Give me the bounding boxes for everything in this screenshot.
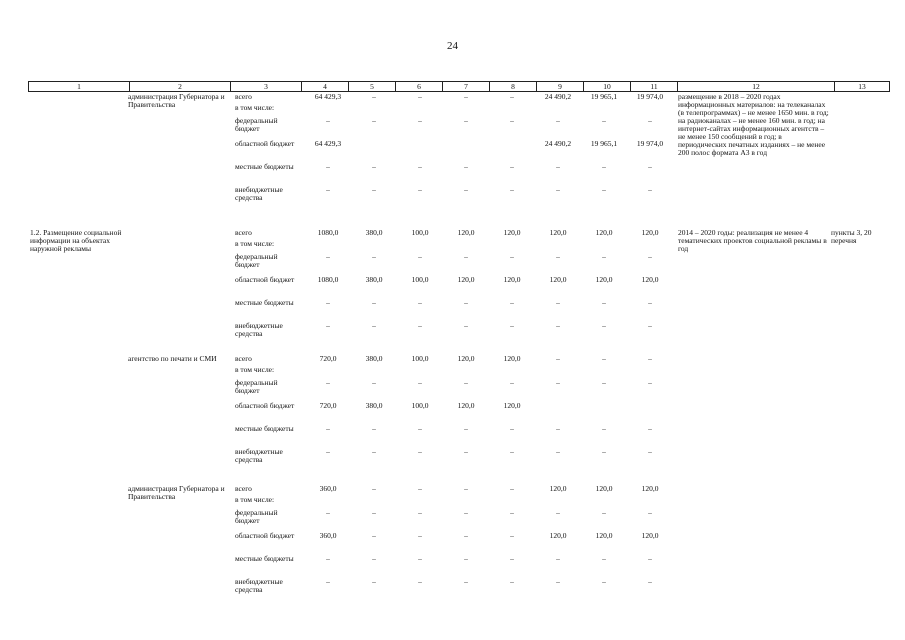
funding-value: – bbox=[326, 577, 330, 586]
funding-value: – bbox=[464, 116, 468, 125]
funding-value: – bbox=[556, 554, 560, 563]
funding-value: – bbox=[648, 185, 652, 194]
funding-value: 120,0 bbox=[595, 531, 613, 540]
funding-value: – bbox=[464, 298, 468, 307]
funding-value: – bbox=[418, 508, 422, 517]
funding-value: – bbox=[418, 116, 422, 125]
funding-value: – bbox=[602, 424, 606, 433]
funding-value: – bbox=[372, 116, 376, 125]
funding-value: – bbox=[372, 185, 376, 194]
funding-value: – bbox=[326, 252, 330, 261]
funding-value: 120,0 bbox=[595, 228, 613, 237]
funding-value: – bbox=[418, 554, 422, 563]
funding-value: 120,0 bbox=[503, 275, 521, 284]
expected-result: размещение в 2018 – 2020 годах информационных материалов: на телеканалах (в телепрограммах) – не менее 1650 мин. в год; на радиоканалах – не менее 160 мин. в год; на интернет-сайтах информационных агентств – не менее 150 сообщений в год; в периодических печатных изданиях – не менее 200 полос формата А3 в год bbox=[678, 92, 829, 157]
header-col-6: 6 bbox=[396, 82, 443, 92]
funding-value: – bbox=[510, 92, 514, 101]
funding-value: – bbox=[648, 508, 652, 517]
funding-value: – bbox=[602, 577, 606, 586]
funding-value: – bbox=[556, 508, 560, 517]
header-col-3: 3 bbox=[231, 82, 302, 92]
measure-name: 1.2. Размещение социальной информации на объектах наружной рекламы bbox=[30, 228, 122, 253]
funding-value: 360,0 bbox=[319, 531, 337, 540]
funding-value: – bbox=[326, 447, 330, 456]
header-col-1: 1 bbox=[29, 82, 130, 92]
funding-value: – bbox=[418, 577, 422, 586]
funding-value: – bbox=[418, 185, 422, 194]
funding-value: – bbox=[464, 92, 468, 101]
funding-value: – bbox=[326, 185, 330, 194]
funding-value: 19 965,1 bbox=[590, 92, 618, 101]
funding-value: 64 429,3 bbox=[314, 139, 342, 148]
funding-value: – bbox=[602, 508, 606, 517]
header-col-12: 12 bbox=[678, 82, 835, 92]
funding-source: областной бюджет bbox=[235, 275, 295, 284]
funding-value: 120,0 bbox=[595, 484, 613, 493]
page-number: 24 bbox=[447, 40, 458, 52]
funding-value: – bbox=[602, 321, 606, 330]
funding-value: 120,0 bbox=[641, 531, 659, 540]
funding-value: – bbox=[602, 554, 606, 563]
funding-value: – bbox=[326, 116, 330, 125]
funding-value: 24 490,2 bbox=[544, 92, 572, 101]
funding-value: 120,0 bbox=[641, 228, 659, 237]
funding-value: – bbox=[418, 424, 422, 433]
funding-source: областной бюджет bbox=[235, 139, 295, 148]
funding-value: 120,0 bbox=[549, 275, 567, 284]
funding-source: в том числе: bbox=[235, 495, 275, 504]
funding-source: внебюджетные средства bbox=[235, 185, 283, 202]
funding-source: всего bbox=[235, 484, 252, 493]
funding-value: – bbox=[326, 321, 330, 330]
funding-value: 120,0 bbox=[549, 484, 567, 493]
funding-value: – bbox=[326, 162, 330, 171]
funding-value: 120,0 bbox=[457, 354, 475, 363]
funding-value: – bbox=[602, 116, 606, 125]
funding-value: – bbox=[464, 162, 468, 171]
header-col-2: 2 bbox=[130, 82, 231, 92]
funding-value: – bbox=[648, 447, 652, 456]
funding-source: местные бюджеты bbox=[235, 424, 294, 433]
funding-value: – bbox=[372, 577, 376, 586]
funding-value: – bbox=[510, 378, 514, 387]
funding-value: 24 490,2 bbox=[544, 139, 572, 148]
funding-value: 100,0 bbox=[411, 275, 429, 284]
funding-source: всего bbox=[235, 92, 252, 101]
funding-value: – bbox=[464, 508, 468, 517]
header-col-4: 4 bbox=[302, 82, 349, 92]
funding-value: – bbox=[510, 577, 514, 586]
funding-value: – bbox=[372, 252, 376, 261]
executor-name: администрация Губернатора и Правительства bbox=[128, 92, 225, 109]
funding-value: – bbox=[556, 116, 560, 125]
funding-value: – bbox=[372, 531, 376, 540]
funding-value: – bbox=[326, 508, 330, 517]
funding-value: – bbox=[556, 298, 560, 307]
funding-value: – bbox=[418, 162, 422, 171]
funding-value: 120,0 bbox=[503, 228, 521, 237]
funding-value: 380,0 bbox=[365, 354, 383, 363]
header-col-7: 7 bbox=[443, 82, 490, 92]
funding-value: – bbox=[372, 321, 376, 330]
funding-value: – bbox=[510, 508, 514, 517]
header-col-11: 11 bbox=[631, 82, 678, 92]
funding-value: – bbox=[418, 252, 422, 261]
funding-value: – bbox=[556, 162, 560, 171]
funding-value: – bbox=[556, 577, 560, 586]
funding-value: 100,0 bbox=[411, 401, 429, 410]
funding-value: – bbox=[648, 354, 652, 363]
funding-value: – bbox=[602, 162, 606, 171]
funding-value: – bbox=[556, 378, 560, 387]
funding-value: 64 429,3 bbox=[314, 92, 342, 101]
funding-value: – bbox=[648, 378, 652, 387]
expected-result: 2014 – 2020 годы: реализация не менее 4 тематических проектов социальной рекламы в год bbox=[678, 228, 827, 253]
funding-value: 100,0 bbox=[411, 354, 429, 363]
funding-value: – bbox=[602, 447, 606, 456]
funding-value: – bbox=[602, 354, 606, 363]
funding-value: – bbox=[418, 378, 422, 387]
funding-value: 1080,0 bbox=[317, 228, 339, 237]
funding-value: – bbox=[464, 378, 468, 387]
funding-value: 120,0 bbox=[457, 401, 475, 410]
funding-value: – bbox=[464, 321, 468, 330]
header-col-9: 9 bbox=[537, 82, 584, 92]
funding-value: – bbox=[648, 116, 652, 125]
funding-value: – bbox=[510, 424, 514, 433]
funding-value: – bbox=[372, 484, 376, 493]
funding-value: – bbox=[372, 447, 376, 456]
funding-value: – bbox=[464, 447, 468, 456]
funding-value: 100,0 bbox=[411, 228, 429, 237]
funding-value: 120,0 bbox=[549, 531, 567, 540]
funding-value: – bbox=[464, 424, 468, 433]
funding-value: – bbox=[602, 252, 606, 261]
funding-value: – bbox=[648, 577, 652, 586]
funding-source: всего bbox=[235, 354, 252, 363]
funding-value: – bbox=[464, 577, 468, 586]
funding-source: внебюджетные средства bbox=[235, 321, 283, 338]
header-col-10: 10 bbox=[584, 82, 631, 92]
funding-value: – bbox=[510, 531, 514, 540]
funding-value: 380,0 bbox=[365, 275, 383, 284]
funding-value: – bbox=[510, 484, 514, 493]
funding-value: – bbox=[556, 321, 560, 330]
funding-value: – bbox=[648, 162, 652, 171]
funding-value: – bbox=[372, 508, 376, 517]
funding-value: 120,0 bbox=[641, 484, 659, 493]
funding-value: 720,0 bbox=[319, 354, 337, 363]
funding-value: 120,0 bbox=[457, 275, 475, 284]
funding-value: – bbox=[602, 378, 606, 387]
funding-value: – bbox=[464, 531, 468, 540]
header-col-13: 13 bbox=[835, 82, 890, 92]
funding-value: – bbox=[372, 554, 376, 563]
funding-value: 19 974,0 bbox=[636, 139, 664, 148]
column-number-header bbox=[28, 81, 890, 92]
funding-value: 1080,0 bbox=[317, 275, 339, 284]
funding-value: – bbox=[556, 424, 560, 433]
funding-source: федеральный бюджет bbox=[235, 378, 278, 395]
funding-value: – bbox=[648, 298, 652, 307]
funding-value: – bbox=[418, 298, 422, 307]
funding-source: федеральный бюджет bbox=[235, 508, 278, 525]
funding-value: – bbox=[510, 321, 514, 330]
funding-value: – bbox=[510, 298, 514, 307]
funding-value: – bbox=[326, 424, 330, 433]
funding-value: 120,0 bbox=[641, 275, 659, 284]
funding-value: – bbox=[372, 424, 376, 433]
funding-value: – bbox=[372, 298, 376, 307]
funding-value: – bbox=[418, 531, 422, 540]
funding-source: в том числе: bbox=[235, 365, 275, 374]
funding-value: – bbox=[556, 447, 560, 456]
funding-value: 120,0 bbox=[595, 275, 613, 284]
funding-source: в том числе: bbox=[235, 103, 275, 112]
funding-value: – bbox=[510, 162, 514, 171]
funding-value: – bbox=[372, 162, 376, 171]
funding-value: – bbox=[510, 185, 514, 194]
funding-source: местные бюджеты bbox=[235, 298, 294, 307]
funding-value: – bbox=[602, 185, 606, 194]
funding-value: 120,0 bbox=[457, 228, 475, 237]
funding-value: 19 965,1 bbox=[590, 139, 618, 148]
funding-value: 360,0 bbox=[319, 484, 337, 493]
funding-value: – bbox=[464, 484, 468, 493]
funding-source: местные бюджеты bbox=[235, 162, 294, 171]
funding-value: – bbox=[510, 447, 514, 456]
funding-value: – bbox=[648, 321, 652, 330]
funding-value: – bbox=[648, 252, 652, 261]
funding-source: местные бюджеты bbox=[235, 554, 294, 563]
funding-source: внебюджетные средства bbox=[235, 577, 283, 594]
funding-value: – bbox=[510, 554, 514, 563]
funding-value: 19 974,0 bbox=[636, 92, 664, 101]
funding-value: – bbox=[464, 554, 468, 563]
funding-value: – bbox=[372, 92, 376, 101]
funding-value: – bbox=[648, 424, 652, 433]
funding-value: 120,0 bbox=[503, 401, 521, 410]
header-col-8: 8 bbox=[490, 82, 537, 92]
funding-value: 720,0 bbox=[319, 401, 337, 410]
funding-value: – bbox=[510, 252, 514, 261]
funding-source: областной бюджет bbox=[235, 401, 295, 410]
funding-value: – bbox=[326, 378, 330, 387]
funding-value: – bbox=[418, 321, 422, 330]
funding-value: – bbox=[372, 378, 376, 387]
funding-value: 380,0 bbox=[365, 401, 383, 410]
executor-name: администрация Губернатора и Правительства bbox=[128, 484, 225, 501]
funding-value: – bbox=[326, 298, 330, 307]
funding-source: в том числе: bbox=[235, 239, 275, 248]
funding-source: областной бюджет bbox=[235, 531, 295, 540]
funding-source: федеральный бюджет bbox=[235, 252, 278, 269]
funding-value: 120,0 bbox=[549, 228, 567, 237]
funding-value: 380,0 bbox=[365, 228, 383, 237]
funding-source: внебюджетные средства bbox=[235, 447, 283, 464]
funding-source: федеральный бюджет bbox=[235, 116, 278, 133]
funding-value: – bbox=[510, 116, 514, 125]
funding-value: – bbox=[326, 554, 330, 563]
executor-name: агентство по печати и СМИ bbox=[128, 354, 217, 363]
funding-value: – bbox=[648, 554, 652, 563]
header-col-5: 5 bbox=[349, 82, 396, 92]
funding-value: – bbox=[556, 185, 560, 194]
funding-value: – bbox=[418, 484, 422, 493]
funding-value: – bbox=[556, 354, 560, 363]
indicator-reference: пункты 3, 20 перечня bbox=[831, 228, 872, 245]
funding-value: – bbox=[418, 447, 422, 456]
funding-value: – bbox=[556, 252, 560, 261]
funding-value: 120,0 bbox=[503, 354, 521, 363]
funding-value: – bbox=[464, 185, 468, 194]
funding-source: всего bbox=[235, 228, 252, 237]
funding-value: – bbox=[418, 92, 422, 101]
funding-value: – bbox=[464, 252, 468, 261]
funding-value: – bbox=[602, 298, 606, 307]
